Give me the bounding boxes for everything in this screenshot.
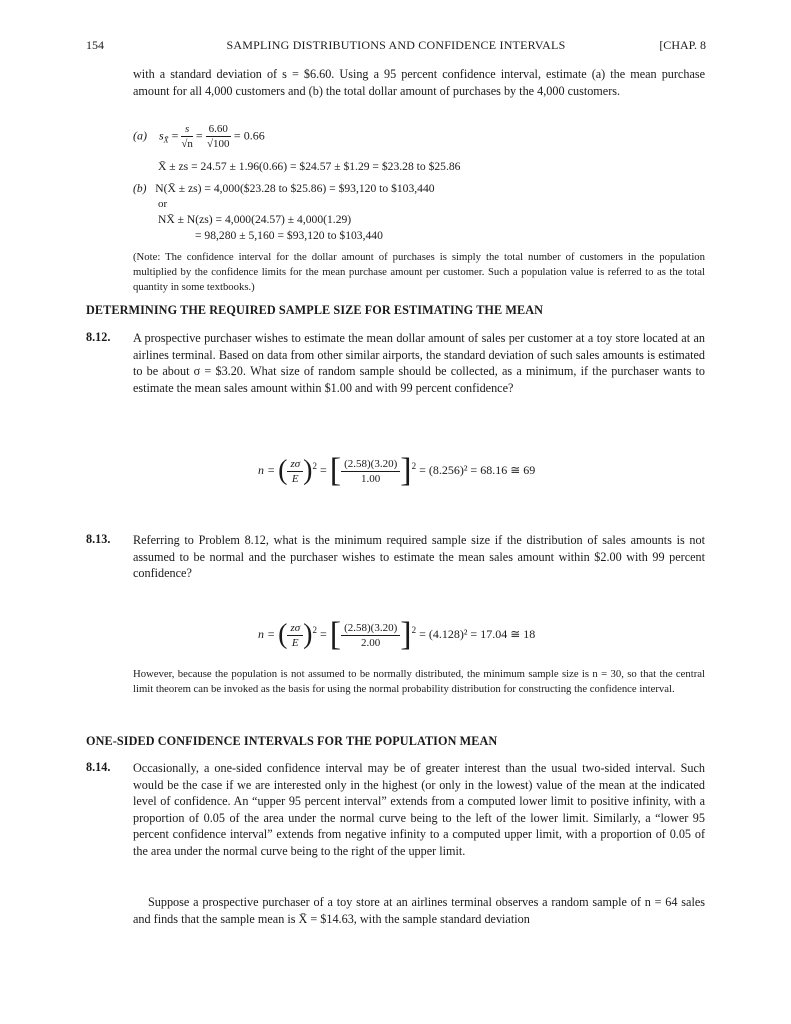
solution-a-standard-error: (a) $s_{X̄}$ = $\frac{s}{√n}$ = $\frac{6.60}{√100}$ = 0.66 (133, 123, 265, 150)
problem-number-8-14: 8.14. (86, 760, 111, 774)
running-title: SAMPLING DISTRIBUTIONS AND CONFIDENCE INTERVALS (226, 38, 566, 52)
eq-values-numerator: (2.58)(3.20) (341, 621, 400, 636)
se-result: = 0.66 (233, 128, 265, 143)
intro-paragraph: with a standard deviation of s = $6.60. Using a 95 percent confidence interval, estimate (a) the mean purchase amount for all 4,000 customers and (b) the total dollar amount of purchases by the 4,000 customers. (133, 67, 705, 98)
eq-values-denominator: 1.00 (361, 472, 381, 485)
note-paragraph: (Note: The confidence interval for the dollar amount of purchases is simply the total number of customers in the population multiplied by the confidence limits for the mean purchase amount per customer. Such a population value is referred to as the total quantity in some textbooks.) (133, 251, 705, 293)
se-value-numerator: 6.60 (206, 122, 231, 137)
eq-z-sigma-denominator: E (291, 636, 299, 649)
section-title-sample-size: DETERMINING THE REQUIRED SAMPLE SIZE FOR ESTIMATING THE MEAN (86, 303, 544, 317)
eq-lhs: n = (258, 626, 276, 641)
se-value-fraction (206, 122, 231, 151)
se-formula-fraction (181, 122, 193, 151)
problem-8-13-remark: However, because the population is not assumed to be normally distributed, the minimum sample size is n = 30, so that the central limit theorem can be invoked as the basis for using the normal probability distribution for constructing the confidence interval. (133, 668, 705, 695)
se-formula-numerator: s (181, 122, 193, 137)
solution-b-line2: NX̄ ± N(zs) = 4,000(24.57) ± 4,000(1.29) (158, 213, 352, 226)
problem-8-14-paragraph1: Occasionally, a one-sided confidence interval may be of greater interest than the usual two-sided interval. Such would be the case if we are interested only in the highest (or only in the lowest) value of the mean at the indicated level of confidence. An “upper 95 percent interval” extends from a computed lower limit to positive infinity, with a proportion of 0.05 of the area under the normal curve being to the left of the lower limit. Similarly, a “lower 95 percent confidence interval” extends from negative infinity to a computed upper limit, with a proportion of 0.05 of the area under the normal curve being to the right of the upper limit. (133, 761, 705, 858)
eq-values-fraction (341, 457, 400, 486)
eq-result: = (4.128)² = 17.04 ≅ 18 (419, 626, 536, 641)
solution-b-equation1: N(X̄ ± zs) = 4,000($23.28 to $25.86) = $93,120 to $103,440 (155, 182, 435, 195)
chapter-label: [CHAP. 8 (659, 38, 706, 52)
solution-a-label: (a) (133, 128, 147, 143)
solution-b-line3: = 98,280 ± 5,160 = $93,120 to $103,440 (195, 229, 383, 242)
problem-8-14-paragraph2: Suppose a prospective purchaser of a toy store at an airlines terminal observes a random sample of n = 64 sales and finds that the sample mean is X̄ = $14.63, with the sample standard deviation (133, 895, 705, 926)
eq-z-sigma-numerator: zσ (287, 457, 303, 472)
eq-z-sigma-fraction (287, 457, 303, 486)
problem-number-8-12: 8.12. (86, 330, 111, 344)
eq-values-fraction (341, 621, 400, 650)
eq-lhs: n = (258, 462, 276, 477)
se-formula-denominator: √n (181, 138, 193, 150)
se-value-denominator: √100 (207, 138, 230, 150)
section-title-one-sided: ONE-SIDED CONFIDENCE INTERVALS FOR THE POPULATION MEAN (86, 734, 498, 748)
problem-8-12-text: A prospective purchaser wishes to estimate the mean dollar amount of sales per customer at a toy store located at an airlines terminal. Based on data from other similar airports, the standard deviation of such sales amounts is estimated to be about σ = $3.20. What size of random sample should be collected, as a minimum, if the purchaser wants to estimate the mean sales amount within $1.00 and with 99 percent confidence? (133, 331, 705, 395)
se-symbol: s (159, 128, 164, 143)
eq-values-denominator: 2.00 (361, 636, 381, 649)
solution-a-interval: X̄ ± zs = 24.57 ± 1.96(0.66) = $24.57 ± $1.29 = $23.28 to $25.86 (158, 160, 461, 173)
se-subscript: X̄ (163, 135, 169, 145)
eq-z-sigma-denominator: E (291, 472, 299, 485)
running-header (86, 38, 706, 56)
eq-z-sigma-fraction (287, 621, 303, 650)
solution-b-line1 (133, 182, 435, 195)
eq-result: = (8.256)² = 68.16 ≅ 69 (419, 462, 536, 477)
problem-8-13-text: Referring to Problem 8.12, what is the minimum required sample size if the distribution of sales amounts is not assumed to be normal and the purchaser wishes to estimate the mean sales amount within $2.00 with 99 percent confidence? (133, 533, 705, 581)
solution-b-or: or (158, 198, 168, 210)
problem-8-12-equation: n = ( $\frac{z\sigma}{E}$ )$^2$ = [ $\frac{(2.58)(3.20)}{1.00}$ ]$^2$ = (8.256)² = 68.16 ≅ 69 (258, 452, 536, 489)
page-number: 154 (86, 38, 104, 52)
problem-number-8-13: 8.13. (86, 532, 111, 546)
problem-8-13-equation: n = ( $\frac{z\sigma}{E}$ )$^2$ = [ $\frac{(2.58)(3.20)}{2.00}$ ]$^2$ = (4.128)² = 17.04 ≅ 18 (258, 616, 536, 653)
solution-b-label: (b) (133, 182, 147, 195)
eq-z-sigma-numerator: zσ (287, 621, 303, 636)
eq-values-numerator: (2.58)(3.20) (341, 457, 400, 472)
